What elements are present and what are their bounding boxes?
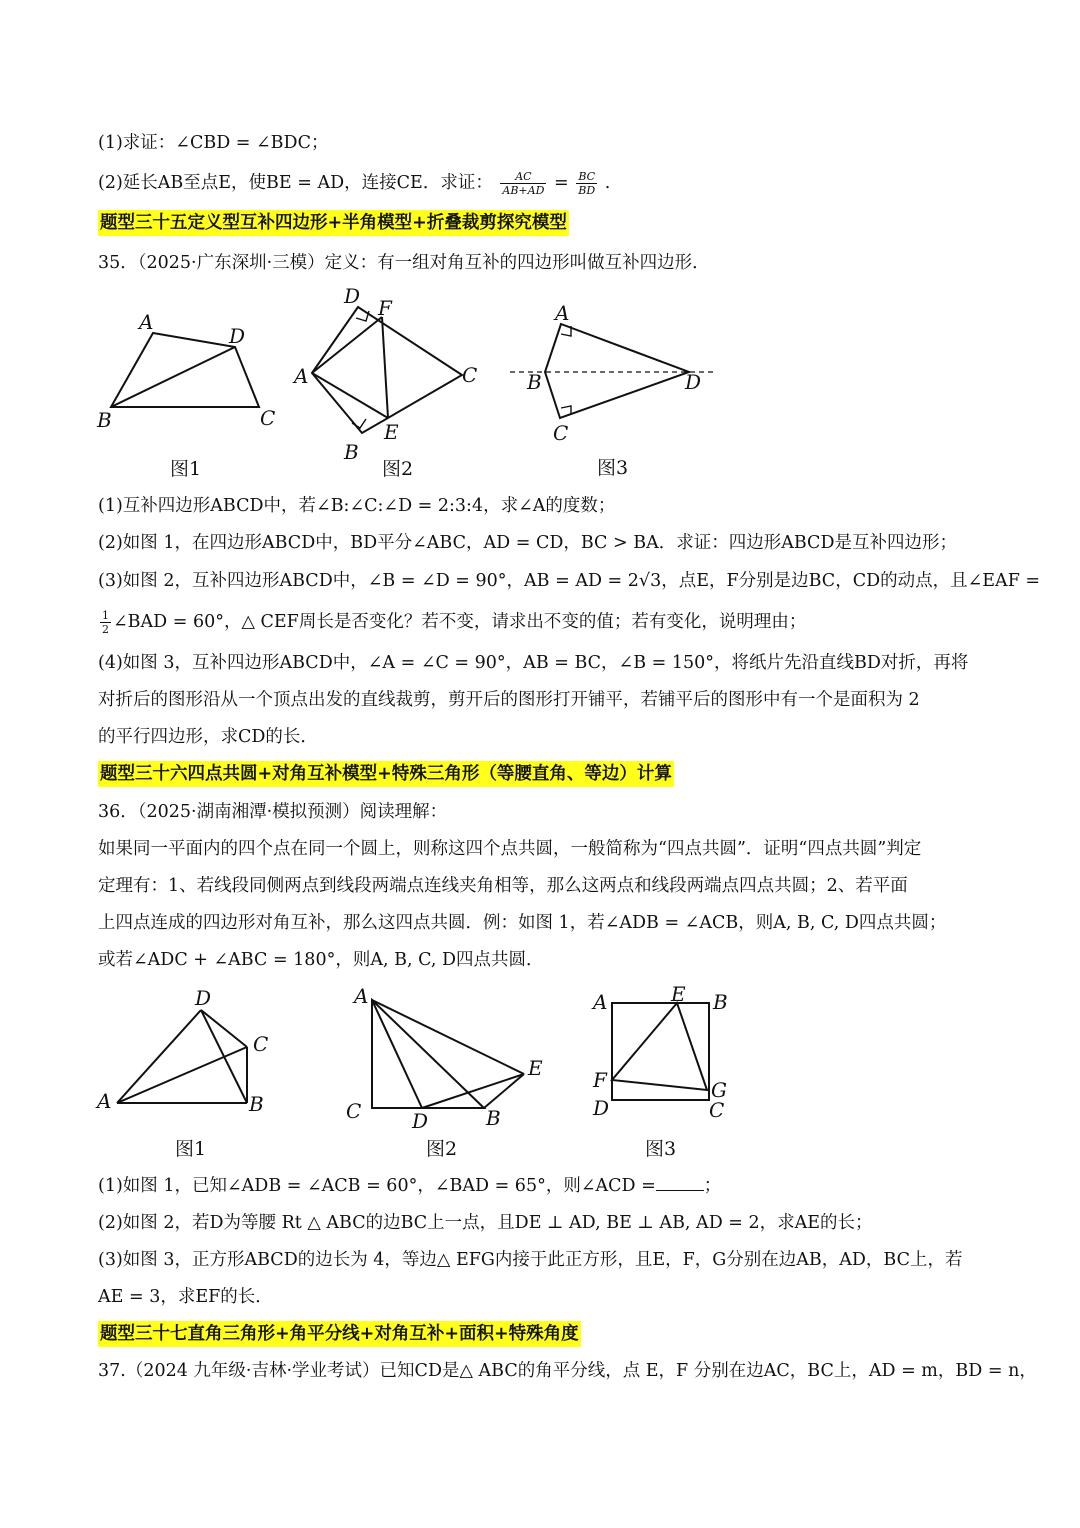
q34-part2 (98, 170, 988, 197)
q36-figure-1 (95, 985, 285, 1165)
fraction-bc-over-bd (576, 170, 597, 197)
fraction-one-half (100, 609, 111, 636)
q35-part3-line2 (98, 609, 988, 636)
q35-part4-line2: 对折后的图形沿从一个顶点出发的直线裁剪，剪开后的图形打开铺平，若铺平后的图形中有一个是面积为 2 (98, 690, 920, 710)
q35-figure-2 (290, 285, 490, 485)
label-E: E (384, 420, 399, 444)
q36-part3-line2: AE = 3，求EF的长． (98, 1287, 273, 1307)
fraction-denominator: AB+AD (502, 184, 545, 197)
fraction-denominator: 2 (102, 623, 109, 636)
label-B: B (486, 1106, 501, 1130)
section-heading-37: 题型三十七直角三角形+角平分线+对角互补+面积+特殊角度 (98, 1321, 581, 1347)
label-D: D (344, 284, 361, 308)
label-D: D (229, 324, 246, 348)
figure-caption: 图3 (645, 1138, 677, 1160)
label-C: C (462, 363, 478, 387)
q34-part1: (1)求证：∠CBD = ∠BDC； (98, 133, 329, 153)
period: . (604, 173, 611, 193)
q36-figure-3 (585, 982, 755, 1165)
label-C: C (346, 1099, 362, 1123)
section-heading-36: 题型三十六四点共圆+对角互补模型+特殊三角形（等腰直角、等边）计算 (98, 761, 674, 787)
label-C: C (260, 406, 276, 430)
label-A: A (354, 984, 369, 1008)
label-F: F (593, 1068, 607, 1092)
label-C: C (253, 1032, 269, 1056)
equals-sign: = (554, 173, 569, 193)
q35-part4-line1: (4)如图 3，互补四边形ABCD中，∠A = ∠C = 90°，AB = BC，∠B = 150°，将纸片先沿直线BD对折，再将 (98, 653, 969, 673)
q36-figure-2 (340, 985, 560, 1165)
q36-part1-text: (1)如图 1，已知∠ADB = ∠ACB = 60°，∠BAD = 65°，则∠ACD = (98, 1176, 656, 1196)
label-A: A (97, 1089, 112, 1113)
q37-intro: 37.（2024 九年级·吉林·学业考试）已知CD是△ ABC的角平分线，点 E，F 分别在边AC，BC上，AD = m，BD = n， (98, 1361, 1037, 1381)
figure-caption: 图3 (597, 457, 629, 479)
q35-part1: (1)互补四边形ABCD中，若∠B:∠C:∠D = 2:3:4，求∠A的度数； (98, 496, 616, 516)
label-B: B (344, 440, 359, 464)
label-D: D (195, 986, 212, 1010)
q36-text-line1: 如果同一平面内的四个点在同一个圆上，则称这四个点共圆，一般简称为“四点共圆”．证明“四点共圆”判定 (98, 839, 922, 859)
label-D: D (412, 1109, 429, 1133)
label-G: G (711, 1078, 727, 1102)
fraction-ac-over-ab-ad (500, 170, 546, 197)
label-B: B (249, 1092, 264, 1116)
label-F: F (378, 296, 392, 320)
figure-caption: 图2 (382, 458, 414, 480)
q34-part2-text: (2)延长AB至点E，使BE = AD，连接CE．求证： (98, 173, 493, 193)
q36-text-line3: 上四点连成的四边形对角互补，那么这四点共圆．例：如图 1，若∠ADB = ∠ACB，则A, B, C, D四点共圆； (98, 913, 947, 933)
fraction-numerator: 1 (102, 609, 109, 622)
fraction-denominator: BD (578, 184, 596, 197)
q36-intro: 36．（2025·湖南湘潭·模拟预测）阅读理解： (98, 802, 448, 822)
label-B: B (97, 408, 112, 432)
q35-part3-text: ∠BAD = 60°，△ CEF周长是否变化？若不变，请求出不变的值；若有变化，说明理由； (113, 612, 807, 632)
figure-caption: 图1 (175, 1138, 207, 1160)
q36-part2: (2)如图 2，若D为等腰 Rt △ ABC的边BC上一点，且DE ⊥ AD, BE ⊥ AB, AD = 2，求AE的长； (98, 1213, 873, 1233)
q35-intro: 35．（2025·广东深圳·三模）定义：有一组对角互补的四边形叫做互补四边形． (98, 253, 710, 273)
q36-part1-end: ； (703, 1176, 722, 1196)
q35-figure-3 (505, 300, 725, 485)
label-E: E (528, 1056, 543, 1080)
q36-text-line4: 或若∠ADC + ∠ABC = 180°，则A, B, C, D四点共圆． (98, 950, 544, 970)
label-D: D (685, 370, 702, 394)
q35-part3-line1: (3)如图 2，互补四边形ABCD中，∠B = ∠D = 90°，AB = AD = 2√3，点E，F分别是边BC，CD的动点，且∠EAF = (98, 571, 1041, 591)
fraction-numerator: BC (576, 170, 597, 184)
label-C: C (553, 421, 569, 445)
section-heading-35: 题型三十五定义型互补四边形+半角模型+折叠裁剪探究模型 (98, 210, 569, 236)
q36-text-line2: 定理有：1、若线段同侧两点到线段两端点连线夹角相等，那么这两点和线段两端点四点共圆；2、若平面 (98, 876, 908, 896)
label-B: B (527, 370, 542, 394)
label-B: B (713, 990, 728, 1014)
figure-caption: 图2 (426, 1138, 458, 1160)
label-D: D (593, 1096, 610, 1120)
q35-part4-line3: 的平行四边形，求CD的长． (98, 727, 318, 747)
q36-part3-line1: (3)如图 3，正方形ABCD的边长为 4，等边△ EFG内接于此正方形，且E，F，G分别在边AB，AD，BC上，若 (98, 1250, 963, 1270)
label-A: A (593, 990, 608, 1014)
fraction-numerator: AC (500, 170, 546, 184)
q36-part1 (98, 1174, 988, 1198)
label-A: A (139, 310, 154, 334)
label-C: C (709, 1098, 725, 1122)
label-E: E (671, 982, 686, 1006)
figure-caption: 图1 (170, 458, 202, 480)
answer-blank[interactable] (656, 1174, 704, 1191)
q35-part2: (2)如图 1，在四边形ABCD中，BD平分∠ABC，AD = CD，BC > BA．求证：四边形ABCD是互补四边形； (98, 533, 957, 553)
q35-figure-1 (95, 305, 295, 485)
label-A: A (555, 301, 570, 325)
label-A: A (294, 364, 309, 388)
